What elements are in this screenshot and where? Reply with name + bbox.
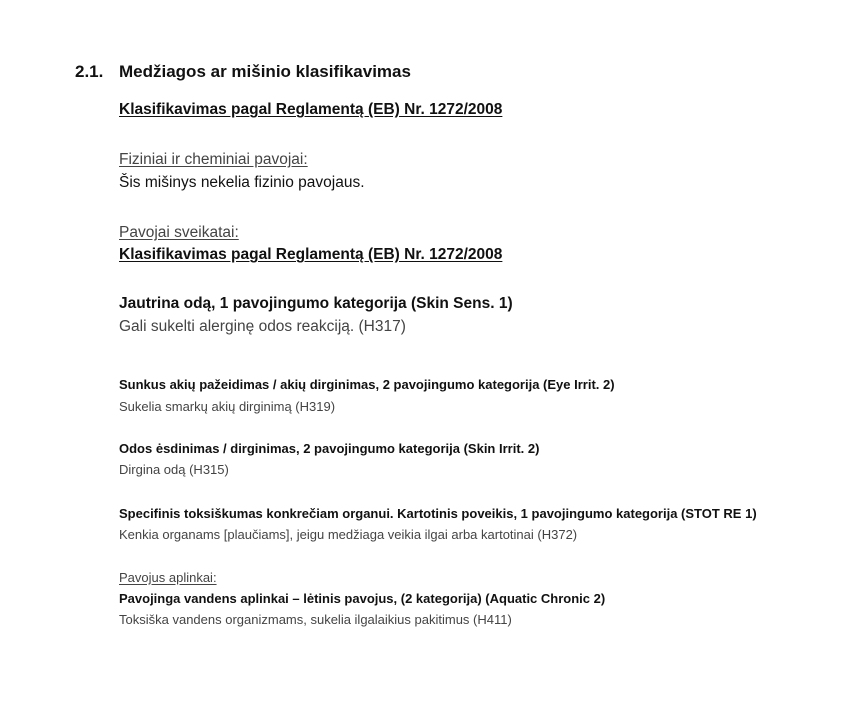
section-number: 2.1. [75, 62, 104, 81]
stot-title: Specifinis toksiškumas konkrečiam organui. Kartotinis poveikis, 1 pavojingumo kategorija (STOT RE 1) [119, 506, 757, 521]
physical-hazards-label: Fiziniai ir cheminiai pavojai: [119, 151, 308, 168]
skin-irrit-text: Dirgina odą (H315) [119, 462, 229, 477]
aquatic-chronic-text: Toksiška vandens organizmams, sukelia ilgalaikius pakitimus (H411) [119, 612, 512, 627]
skin-irrit-title: Odos ėsdinimas / dirginimas, 2 pavojingumo kategorija (Skin Irrit. 2) [119, 441, 540, 456]
skin-sens-text: Gali sukelti alerginę odos reakciją. (H317) [119, 318, 406, 335]
aquatic-chronic-title: Pavojinga vandens aplinkai – lėtinis pavojus, (2 kategorija) (Aquatic Chronic 2) [119, 591, 606, 606]
eye-irrit-text: Sukelia smarkų akių dirginimą (H319) [119, 399, 336, 414]
eye-irrit-title: Sunkus akių pažeidimas / akių dirginimas, 2 pavojingumo kategorija (Eye Irrit. 2) [119, 377, 615, 392]
stot-text: Kenkia organams [plaučiams], jeigu medžiaga veikia ilgai arba kartotinai (H372) [119, 527, 578, 542]
classification-heading: Klasifikavimas pagal Reglamentą (EB) Nr. 1272/2008 [119, 101, 503, 118]
environment-label: Pavojus aplinkai: [119, 570, 217, 585]
section-title: Medžiagos ar mišinio klasifikavimas [119, 62, 411, 81]
health-hazards-label: Pavojai sveikatai: [119, 224, 239, 241]
health-regulation-heading: Klasifikavimas pagal Reglamentą (EB) Nr. 1272/2008 [119, 246, 503, 263]
skin-sens-title: Jautrina odą, 1 pavojingumo kategorija (Skin Sens. 1) [119, 295, 513, 312]
physical-hazards-text: Šis mišinys nekelia fizinio pavojaus. [119, 174, 365, 191]
